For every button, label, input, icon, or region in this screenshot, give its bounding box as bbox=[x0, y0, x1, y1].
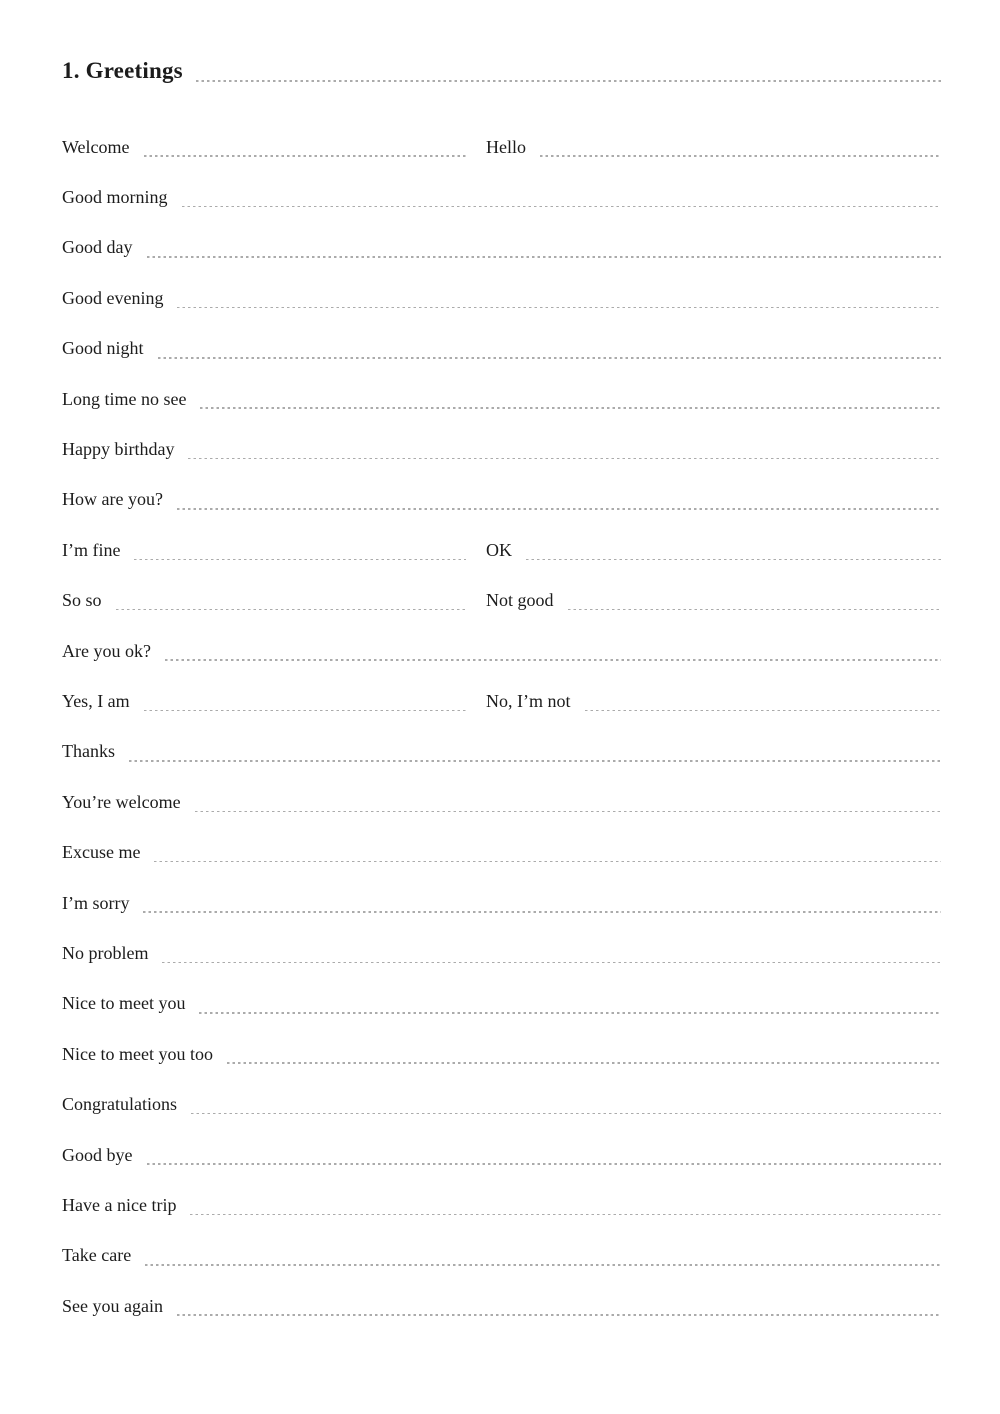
phrase-label: Yes, I am bbox=[62, 690, 130, 711]
phrase-cell bbox=[62, 842, 941, 863]
phrase-row bbox=[62, 1079, 941, 1129]
phrase-cell bbox=[62, 641, 941, 662]
phrase-label-right: Not good bbox=[486, 590, 554, 611]
answer-blank-line bbox=[134, 559, 466, 561]
phrase-row bbox=[62, 273, 941, 323]
phrase-cell-right bbox=[486, 590, 941, 611]
phrase-cell-right bbox=[486, 137, 941, 158]
title-rule-line bbox=[196, 80, 941, 82]
answer-blank-line bbox=[182, 206, 942, 208]
phrase-cell bbox=[62, 137, 466, 158]
answer-blank-line bbox=[144, 710, 466, 712]
phrase-cell bbox=[62, 237, 941, 258]
phrase-cell bbox=[62, 893, 941, 914]
phrase-label: I’m sorry bbox=[62, 892, 130, 913]
phrase-label: Thanks bbox=[62, 741, 115, 762]
answer-blank-line bbox=[145, 1264, 941, 1266]
phrase-row bbox=[62, 1231, 941, 1281]
phrase-row bbox=[62, 172, 941, 222]
answer-blank-line bbox=[177, 307, 941, 309]
phrase-cell bbox=[62, 439, 941, 460]
phrase-row bbox=[62, 223, 941, 273]
phrase-row bbox=[62, 1130, 941, 1180]
phrase-list bbox=[62, 122, 941, 1331]
phrase-label-right: OK bbox=[486, 539, 512, 560]
phrase-row bbox=[62, 676, 941, 726]
phrase-cell bbox=[62, 1094, 941, 1115]
page-title: 1. Greetings bbox=[62, 58, 183, 83]
phrase-label: Happy birthday bbox=[62, 439, 175, 460]
phrase-label: Are you ok? bbox=[62, 640, 151, 661]
answer-blank-line bbox=[129, 760, 941, 762]
phrase-cell bbox=[62, 1195, 941, 1216]
phrase-label: So so bbox=[62, 590, 102, 611]
phrase-row bbox=[62, 424, 941, 474]
worksheet-title-row bbox=[62, 56, 941, 86]
phrase-row bbox=[62, 122, 941, 172]
phrase-cell bbox=[62, 943, 941, 964]
answer-blank-line bbox=[162, 962, 941, 964]
phrase-label: Good night bbox=[62, 338, 144, 359]
phrase-cell bbox=[62, 1145, 941, 1166]
phrase-row bbox=[62, 1029, 941, 1079]
phrase-cell bbox=[62, 187, 941, 208]
answer-blank-line bbox=[158, 357, 941, 359]
phrase-label: Long time no see bbox=[62, 388, 187, 409]
phrase-label: See you again bbox=[62, 1295, 163, 1316]
phrase-cell bbox=[62, 389, 941, 410]
phrase-label: Nice to meet you too bbox=[62, 1043, 213, 1064]
phrase-row bbox=[62, 979, 941, 1029]
phrase-label: Good day bbox=[62, 237, 133, 258]
answer-blank-line bbox=[199, 1012, 941, 1014]
phrase-label: No problem bbox=[62, 942, 149, 963]
phrase-cell bbox=[62, 1296, 941, 1317]
answer-blank-line bbox=[116, 609, 466, 611]
phrase-row bbox=[62, 878, 941, 928]
phrase-label: Good bye bbox=[62, 1144, 133, 1165]
phrase-cell bbox=[62, 338, 941, 359]
phrase-label: Good morning bbox=[62, 187, 168, 208]
phrase-row bbox=[62, 626, 941, 676]
phrase-label: Excuse me bbox=[62, 842, 141, 863]
phrase-cell bbox=[62, 489, 941, 510]
answer-blank-line bbox=[190, 1214, 941, 1216]
phrase-cell bbox=[62, 1245, 941, 1266]
phrase-label: I’m fine bbox=[62, 539, 121, 560]
phrase-cell-right bbox=[486, 691, 941, 712]
phrase-row bbox=[62, 1281, 941, 1331]
phrase-label: Have a nice trip bbox=[62, 1194, 177, 1215]
answer-blank-line bbox=[227, 1062, 941, 1064]
phrase-cell bbox=[62, 993, 941, 1014]
phrase-label: You’re welcome bbox=[62, 791, 181, 812]
answer-blank-line bbox=[143, 911, 941, 913]
phrase-label: Nice to meet you bbox=[62, 993, 186, 1014]
answer-blank-line bbox=[188, 458, 941, 460]
answer-blank-line bbox=[200, 407, 941, 409]
phrase-cell bbox=[62, 288, 941, 309]
answer-blank-line bbox=[154, 861, 941, 863]
phrase-cell bbox=[62, 741, 941, 762]
phrase-row bbox=[62, 777, 941, 827]
phrase-row bbox=[62, 827, 941, 877]
phrase-label-right: No, I’m not bbox=[486, 690, 571, 711]
phrase-row bbox=[62, 324, 941, 374]
answer-blank-line bbox=[177, 508, 941, 510]
phrase-label: How are you? bbox=[62, 489, 163, 510]
phrase-label-right: Hello bbox=[486, 136, 526, 157]
phrase-row bbox=[62, 374, 941, 424]
phrase-label: Good evening bbox=[62, 287, 164, 308]
phrase-row bbox=[62, 576, 941, 626]
answer-blank-line bbox=[147, 1163, 942, 1165]
phrase-row bbox=[62, 928, 941, 978]
phrase-cell bbox=[62, 792, 941, 813]
answer-blank-line-right bbox=[585, 710, 942, 712]
phrase-row bbox=[62, 727, 941, 777]
answer-blank-line bbox=[165, 659, 941, 661]
answer-blank-line bbox=[177, 1314, 941, 1316]
phrase-row bbox=[62, 525, 941, 575]
phrase-label: Welcome bbox=[62, 136, 130, 157]
answer-blank-line bbox=[191, 1113, 941, 1115]
phrase-row bbox=[62, 1180, 941, 1230]
phrase-cell bbox=[62, 590, 466, 611]
answer-blank-line-right bbox=[540, 155, 941, 157]
phrase-cell-right bbox=[486, 540, 941, 561]
answer-blank-line bbox=[144, 155, 466, 157]
phrase-row bbox=[62, 475, 941, 525]
answer-blank-line bbox=[147, 256, 942, 258]
answer-blank-line bbox=[195, 811, 941, 813]
answer-blank-line-right bbox=[526, 559, 941, 561]
phrase-label: Congratulations bbox=[62, 1094, 177, 1115]
phrase-cell bbox=[62, 540, 466, 561]
answer-blank-line-right bbox=[568, 609, 942, 611]
phrase-label: Take care bbox=[62, 1245, 132, 1266]
phrase-cell bbox=[62, 1044, 941, 1065]
phrase-cell bbox=[62, 691, 466, 712]
